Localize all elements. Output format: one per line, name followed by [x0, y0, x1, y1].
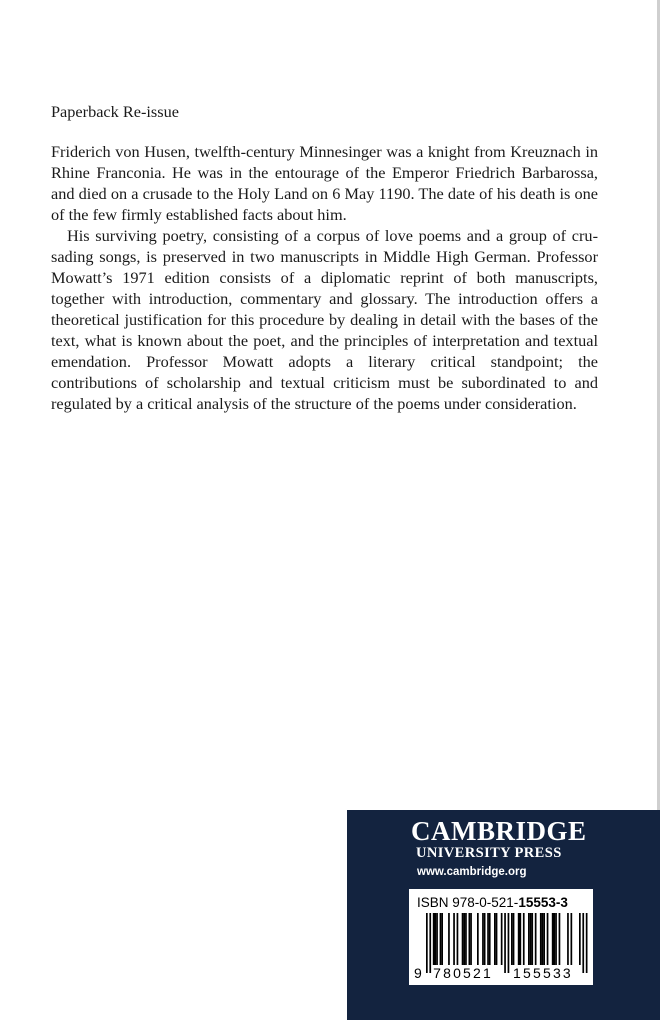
barcode-bar — [579, 913, 581, 965]
barcode-bar — [582, 913, 584, 973]
publisher-block — [347, 810, 660, 1020]
barcode-bar — [477, 913, 479, 965]
edition-label: Paperback Re-issue — [51, 102, 179, 121]
barcode-bar — [429, 913, 431, 973]
barcode-bar — [513, 913, 515, 965]
barcode-bar — [559, 913, 561, 965]
barcode-bar — [435, 913, 437, 965]
barcode-bar — [487, 913, 489, 965]
paragraph-description: His surviving poetry, consisting of a corpus of love poems and a group of crusading songs, is preserved in two manuscripts in Middle High German. Professor Mowatt’s 1971 edition consists of a diplomatic reprint of both manuscripts, together with introduction, commentary and glossary. The introduction offers a theoretical justification for this procedure by dealing in detail with the bases of the text, what is known about the poet, and the principles of interpretation and textual emendation. Professor Mowatt adopts a literary critical standpoint; the contributions of scholarship and textual criticism must be subordinated to and regulated by a critical analysis of the structure of the poems under consideration. — [51, 226, 598, 413]
publisher-url: www.cambridge.org — [417, 866, 527, 878]
barcode-digits: 155533 — [513, 965, 573, 981]
barcode-bar — [520, 913, 522, 965]
barcode-bar — [463, 913, 465, 965]
barcode-bar — [453, 913, 455, 965]
barcode-bar — [523, 913, 525, 965]
barcode-bar — [469, 913, 471, 965]
barcode-graphic — [409, 889, 593, 985]
barcode-bar — [528, 913, 530, 965]
barcode-bar — [535, 913, 537, 965]
barcode-bar — [547, 913, 549, 965]
barcode-bar — [448, 913, 450, 965]
barcode-bar — [470, 913, 472, 965]
back-cover-text — [51, 101, 598, 414]
barcode-bar — [555, 913, 557, 965]
barcode-bar — [542, 913, 544, 965]
barcode-bar — [433, 913, 435, 965]
barcode-bar — [436, 913, 438, 965]
barcode-bar — [462, 913, 464, 965]
barcode-bar — [484, 913, 486, 965]
barcode-bar — [531, 913, 533, 965]
paragraph-biography: Friderich von Husen, twelfth-century Minnesinger was a knight from Kreuznach in Rhine Franconia. He was in the entourage of the Emperor Friedrich Barbarossa, and died on a crusade to the Holy Land on 6 May 1190. The date of his death is one of the few firmly established facts about him. — [51, 142, 598, 224]
barcode-bar — [540, 913, 542, 965]
barcode-bar — [504, 913, 506, 973]
barcode-digits: 780521 — [433, 965, 494, 981]
barcode-bar — [567, 913, 569, 965]
publisher-subtitle: UNIVERSITY PRESS — [416, 845, 562, 861]
barcode-bar — [496, 913, 498, 965]
barcode-bar — [482, 913, 484, 965]
barcode-bar — [554, 913, 556, 965]
barcode-bar — [489, 913, 491, 965]
barcode-bar — [501, 913, 503, 965]
barcode-bar — [440, 913, 442, 965]
barcode-bar — [465, 913, 467, 965]
barcode-bar — [543, 913, 545, 965]
isbn-prefix: ISBN 978-0-521- — [417, 895, 519, 910]
barcode-digits: 9 — [414, 965, 424, 981]
barcode-bar — [586, 913, 588, 973]
barcode-bar — [441, 913, 443, 965]
barcode-bar — [518, 913, 520, 965]
barcode-bar — [511, 913, 513, 965]
barcode-bar — [457, 913, 459, 965]
publisher-name: CAMBRIDGE — [411, 816, 587, 846]
isbn-barcode — [409, 889, 593, 985]
barcode-bar — [508, 913, 510, 973]
isbn-suffix: 15553-3 — [518, 895, 568, 910]
barcode-bar — [426, 913, 428, 973]
barcode-bar — [530, 913, 532, 965]
barcode-bar — [494, 913, 496, 965]
barcode-bar — [552, 913, 554, 965]
barcode-bar — [571, 913, 573, 965]
